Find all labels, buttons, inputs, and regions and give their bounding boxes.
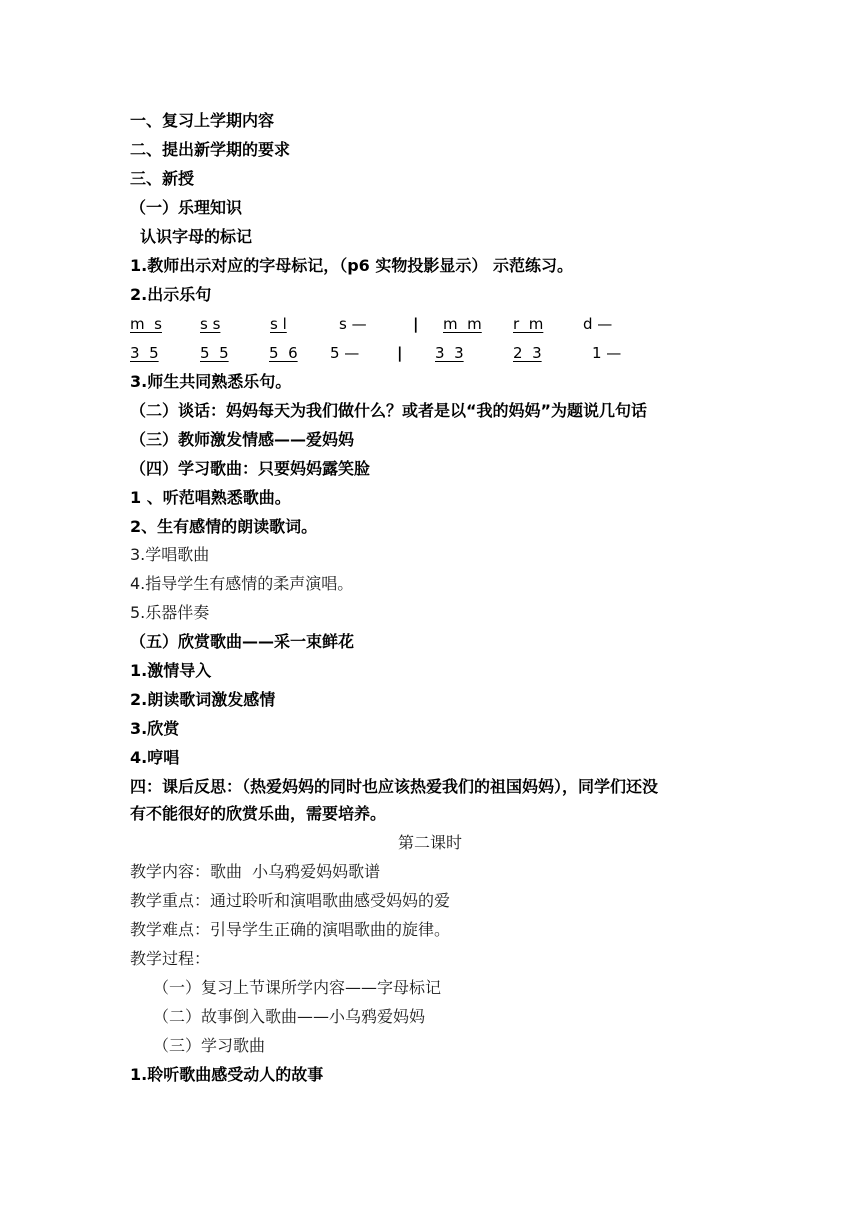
note-group: 5 5: [200, 344, 229, 362]
subheading-letter-marks: 认识字母的标记: [140, 227, 253, 246]
solfege-group: r m: [513, 315, 544, 333]
step-instruments: 5.乐器伴奏: [130, 603, 210, 622]
reflection-line-1: 四：课后反思：（热爱妈妈的同时也应该热爱我们的祖国妈妈），同学们还没: [130, 777, 659, 796]
note-group: 2 3: [513, 344, 542, 362]
section-music-theory: （一）乐理知识: [130, 198, 243, 217]
process-learn-song: （三）学习歌曲: [153, 1036, 266, 1055]
note-group: 5 6: [269, 344, 298, 362]
step-show-phrase: 2.出示乐句: [130, 285, 212, 304]
section-emotion: （三）教师激发情感——爱妈妈: [130, 430, 355, 449]
step-read-lyrics-2: 2.朗读歌词激发感情: [130, 690, 276, 709]
bar-line: |: [413, 315, 419, 333]
note-group: 5 —: [330, 344, 360, 362]
solfege-group: s l: [270, 315, 287, 333]
step-listen-story: 1.聆听歌曲感受动人的故事: [130, 1065, 324, 1084]
teaching-focus: 教学重点：通过聆听和演唱歌曲感受妈妈的爱: [130, 891, 451, 910]
step-hum: 4.哼唱: [130, 748, 180, 767]
section-learn-song: （四）学习歌曲：只要妈妈露笑脸: [130, 459, 371, 478]
note-group: 1 —: [592, 344, 622, 362]
bar-line: |: [397, 344, 403, 362]
solfege-group: m m: [443, 315, 482, 333]
section-appreciate: （五）欣赏歌曲——采一束鲜花: [130, 632, 355, 651]
process-review: （一）复习上节课所学内容——字母标记: [153, 978, 442, 997]
step-read-lyrics: 2、生有感情的朗读歌词。: [130, 517, 318, 536]
teaching-difficulty: 教学难点：引导学生正确的演唱歌曲的旋律。: [130, 920, 451, 939]
process-story: （二）故事倒入歌曲——小乌鸦爱妈妈: [153, 1007, 426, 1026]
teaching-content: 教学内容：歌曲 小乌鸦爱妈妈歌谱: [130, 862, 381, 881]
step-learn-singing: 3.学唱歌曲: [130, 545, 210, 564]
step-practice-phrase: 3.师生共同熟悉乐句。: [130, 372, 292, 391]
teaching-process: 教学过程：: [130, 949, 211, 968]
solfege-group: s s: [200, 315, 221, 333]
section-talk: （二）谈话：妈妈每天为我们做什么？或者是以“我的妈妈”为题说几句话: [130, 401, 648, 420]
note-group: 3 5: [130, 344, 159, 362]
heading-new-lesson: 三、新授: [130, 169, 195, 188]
step-listen: 1 、听范唱熟悉歌曲。: [130, 488, 291, 507]
solfege-group: d —: [583, 315, 613, 333]
solfege-group: m s: [130, 315, 162, 333]
lesson-two-title: 第二课时: [397, 833, 462, 852]
step-enjoy: 3.欣赏: [130, 719, 180, 738]
note-group: 3 3: [435, 344, 464, 362]
step-show-marks: 1.教师出示对应的字母标记，（p6 实物投影显示） 示范练习。: [130, 256, 573, 275]
reflection-line-2: 有不能很好的欣赏乐曲，需要培养。: [130, 804, 387, 823]
solfege-group: s —: [339, 315, 367, 333]
heading-review: 一、复习上学期内容: [130, 111, 275, 130]
step-guide-singing: 4.指导学生有感情的柔声演唱。: [130, 574, 354, 593]
step-intro: 1.激情导入: [130, 661, 212, 680]
heading-requirements: 二、提出新学期的要求: [130, 140, 291, 159]
